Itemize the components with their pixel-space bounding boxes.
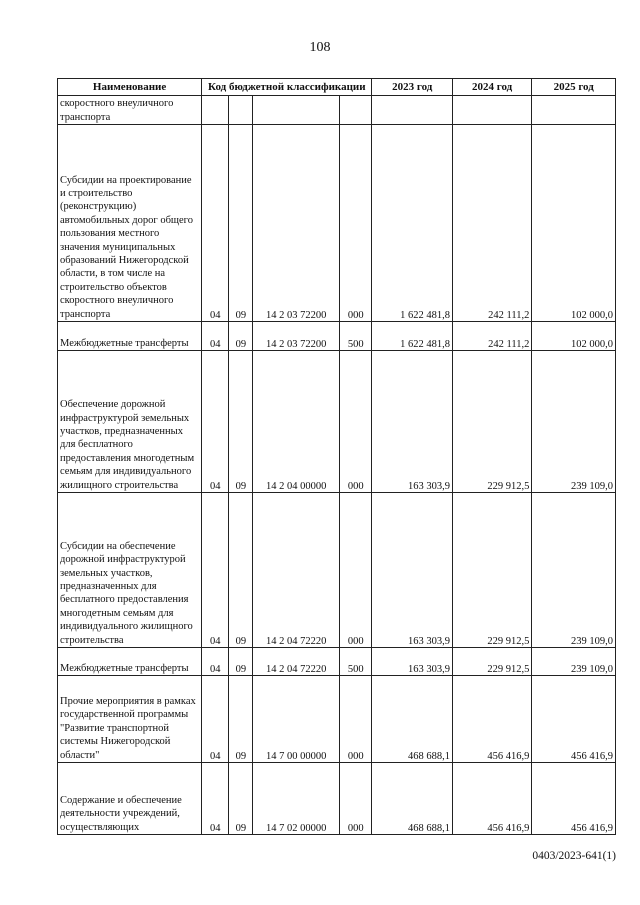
- row-name: Субсидии на проектирование и строительство (реконструкцию) автомобильных дорог общего пользования местного значения муниципальных образований Нижегородской области, в том числе на строительство объектов скоростного внеуличного транспорта: [58, 125, 202, 322]
- value-2023: 163 303,9: [372, 351, 452, 493]
- row-name: Прочие мероприятия в рамках государственной программы "Развитие транспортной системы Нижегородской области": [58, 676, 202, 763]
- value-2023: 163 303,9: [372, 493, 452, 648]
- value-2025: 102 000,0: [532, 125, 616, 322]
- code-target: 14 2 04 72220: [253, 493, 340, 648]
- header-budget-code: Код бюджетной классификации: [202, 79, 372, 96]
- row-name: Содержание и обеспечение деятельности учреждений, осуществляющих: [58, 763, 202, 835]
- value-2023: 468 688,1: [372, 763, 452, 835]
- value-2024: 242 111,2: [452, 125, 531, 322]
- table-header-row: [58, 79, 616, 96]
- value-2023: 1 622 481,8: [372, 322, 452, 351]
- code-expense-type: 500: [340, 322, 372, 351]
- row-name: Межбюджетные трансферты: [58, 322, 202, 351]
- code-subsection: 09: [229, 351, 253, 493]
- code-section: [202, 96, 229, 125]
- header-2025: 2025 год: [532, 79, 616, 96]
- value-2024: 456 416,9: [452, 676, 531, 763]
- value-2025: 456 416,9: [532, 763, 616, 835]
- code-expense-type: 500: [340, 648, 372, 676]
- code-expense-type: 000: [340, 351, 372, 493]
- code-subsection: 09: [229, 648, 253, 676]
- code-expense-type: 000: [340, 493, 372, 648]
- page-number: 108: [309, 40, 331, 55]
- table-row: [58, 676, 616, 763]
- value-2023: [372, 96, 452, 125]
- header-name: Наименование: [58, 79, 202, 96]
- value-2023: 468 688,1: [372, 676, 452, 763]
- value-2025: 239 109,0: [532, 648, 616, 676]
- code-target: [253, 96, 340, 125]
- code-expense-type: 000: [340, 125, 372, 322]
- value-2024: [452, 96, 531, 125]
- table-row: [58, 96, 616, 125]
- value-2024: 229 912,5: [452, 493, 531, 648]
- value-2025: 102 000,0: [532, 322, 616, 351]
- code-section: 04: [202, 763, 229, 835]
- value-2025: 239 109,0: [532, 493, 616, 648]
- header-2024: 2024 год: [452, 79, 531, 96]
- table-row: [58, 493, 616, 648]
- table-row: [58, 125, 616, 322]
- code-target: 14 7 02 00000: [253, 763, 340, 835]
- code-section: 04: [202, 125, 229, 322]
- code-subsection: [229, 96, 253, 125]
- row-name: скоростного внеуличного транспорта: [58, 96, 202, 125]
- value-2024: 242 111,2: [452, 322, 531, 351]
- code-target: 14 2 03 72200: [253, 125, 340, 322]
- code-expense-type: 000: [340, 676, 372, 763]
- table-row: [58, 763, 616, 835]
- budget-table: [57, 78, 616, 835]
- value-2024: 229 912,5: [452, 648, 531, 676]
- row-name: Субсидии на обеспечение дорожной инфраструктурой земельных участков, предназначенных для бесплатного предоставления многодетным семьям для индивидуального жилищного строительства: [58, 493, 202, 648]
- code-expense-type: [340, 96, 372, 125]
- code-section: 04: [202, 322, 229, 351]
- code-target: 14 7 00 00000: [253, 676, 340, 763]
- document-code: 0403/2023-641(1): [532, 850, 616, 862]
- value-2025: 239 109,0: [532, 351, 616, 493]
- row-name: Межбюджетные трансферты: [58, 648, 202, 676]
- code-section: 04: [202, 493, 229, 648]
- code-section: 04: [202, 351, 229, 493]
- code-subsection: 09: [229, 676, 253, 763]
- value-2024: 229 912,5: [452, 351, 531, 493]
- code-section: 04: [202, 676, 229, 763]
- row-name: Обеспечение дорожной инфраструктурой земельных участков, предназначенных для бесплатного предоставления многодетным семьям для индивидуального жилищного строительства: [58, 351, 202, 493]
- value-2023: 1 622 481,8: [372, 125, 452, 322]
- value-2025: [532, 96, 616, 125]
- table-row: [58, 322, 616, 351]
- table-row: [58, 351, 616, 493]
- value-2025: 456 416,9: [532, 676, 616, 763]
- value-2024: 456 416,9: [452, 763, 531, 835]
- code-section: 04: [202, 648, 229, 676]
- code-subsection: 09: [229, 125, 253, 322]
- code-expense-type: 000: [340, 763, 372, 835]
- header-2023: 2023 год: [372, 79, 452, 96]
- code-target: 14 2 04 00000: [253, 351, 340, 493]
- value-2023: 163 303,9: [372, 648, 452, 676]
- code-target: 14 2 04 72220: [253, 648, 340, 676]
- table-row: [58, 648, 616, 676]
- code-target: 14 2 03 72200: [253, 322, 340, 351]
- code-subsection: 09: [229, 493, 253, 648]
- code-subsection: 09: [229, 322, 253, 351]
- code-subsection: 09: [229, 763, 253, 835]
